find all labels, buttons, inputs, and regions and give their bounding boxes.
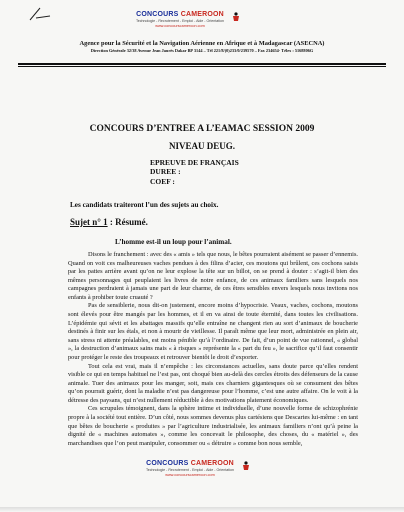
concours-cameroon-logo-top: CONCOURS CAMEROON Technologie - Recrutement - Emploi - Aide - Orientation www.concourscameroon.com [126,11,234,28]
paragraph-1: Disons le franchement : avec des « amis » tels que nous, le bêtes pourraient aisément se passer d’ennemis. Quand on voit ces malheureuses vaches pendues à des filins d’acier, ces moutons qui brûlent, ces cochons saisis par les pattes arrière avant qu’on ne leur explose la tête sur un billot, on se prend à douter : s’agit-il bien des mêmes personnages qui peuplaient les livres de notre enfance, de ces animaux familiers sans lesquels nos campagnes perdraient à jamais une part de leur charme, de ces êtres sensibles envers lesquels nous invitons nos enfants à prohiber toute cruauté ? [68,251,358,301]
sujet-heading [70,217,148,227]
agency-header [0,40,404,53]
mascot-icon [242,461,250,471]
paragraph-4: Ces scrupules témoignent, dans la sphère intime et individuelle, d’une nouvelle forme de schizophrénie propre à la société tout entière. D’un côté, nous sommes devenus plus cartésiens que Descartes lui-même : en tant que bêtes de boucherie « produites » par l’agriculture industrialisée, les animaux familiers n’ont qu’à peine la dignité de « machines automates », comme les concevait le philosophe, des choses, du « matériel », des marchandises que l’on peut manipuler, consommer ou « détruire » comme bon nous semble, [68,405,358,447]
mascot-icon [232,12,240,22]
header-divider-thin [18,66,386,67]
corner-scribble [28,6,58,22]
coef-label: COEF : [150,176,175,186]
sujet-type: : Résumé. [107,217,148,227]
agency-address: Direction Générale 32/38 Avenue Jean Jaurès Dakar BP 3144 – Tél 221/8/(0)233/0/239570 – Fax 234654- Télex : 5168806G [90,48,314,53]
exam-title: CONCOURS D’ENTREE A L’EAMAC SESSION 2009 [89,124,315,134]
paragraph-2: Pas de sensiblerie, nous dit-on justement, encore moins d’hypocrisie. Veaux, vaches, cochons, moutons sont élevés pour être mangés par les hommes, et il en va ainsi de toute éternité, dans toutes les civilisations. L’épidémie qui sévit et les abattages massifs qu’elle entraîne ne changent rien au sort d’animaux de boucherie destinés à finir sur les étals, et non à mourir de vieillesse. Il paraît même que leur mort, administrée en plein air, sans stress ni attente préalables, est moins pénible qu’à l’ordinaire. De fait, d’un point de vue rationnel, « global », la destruction d’animaux sains mais « à risques » représente la « part du feu », le sacrifice qu’il faut consentir pour protéger le reste des troupeaux et retrouver bientôt le droit d’exporter. [68,302,358,361]
header-divider [18,63,386,65]
agency-name: Agence pour la Sécurité et la Navigation Aérienne en Afrique et à Madagascar (ASECNA) [79,40,325,47]
epreuve-label: EPREUVE DE FRANÇAIS [150,158,239,167]
exam-level: NIVEAU DEUG. [168,141,235,151]
concours-cameroon-logo-watermark: CONCOURS CAMEROON Technologie - Recrutement - Emploi - Aide - Orientation www.concourscameroon.com [136,460,244,477]
paragraph-3: Tout cela est vrai, mais il n’empêche : les circonstances actuelles, sans doute parce qu’elles rendent visible ce qui en temps habituel ne l’est pas, ont choqué bien au-delà des cercles étroits des défenseurs de la cause animale. Tuer des animaux pour les manger, soit, mais ces charniers gigantesques où se consument des bêtes qu’on pourrait guérir, dont la maladie n’est pas dangereuse pour l’homme, c’est une autre affaire. On le voit à la détresse des paysans, qui n’est nullement réductible à des motivations platement économiques. [68,362,358,404]
instruction-text: Les candidats traiteront l’un des sujets au choix. [70,201,219,209]
duree-label: DUREE : [150,167,181,177]
scan-edge [0,507,404,512]
exam-details [150,158,239,186]
sujet-label: Sujet n° 1 [70,217,108,227]
essay-question: L’homme est-il un loup pour l’animal. [115,238,232,246]
